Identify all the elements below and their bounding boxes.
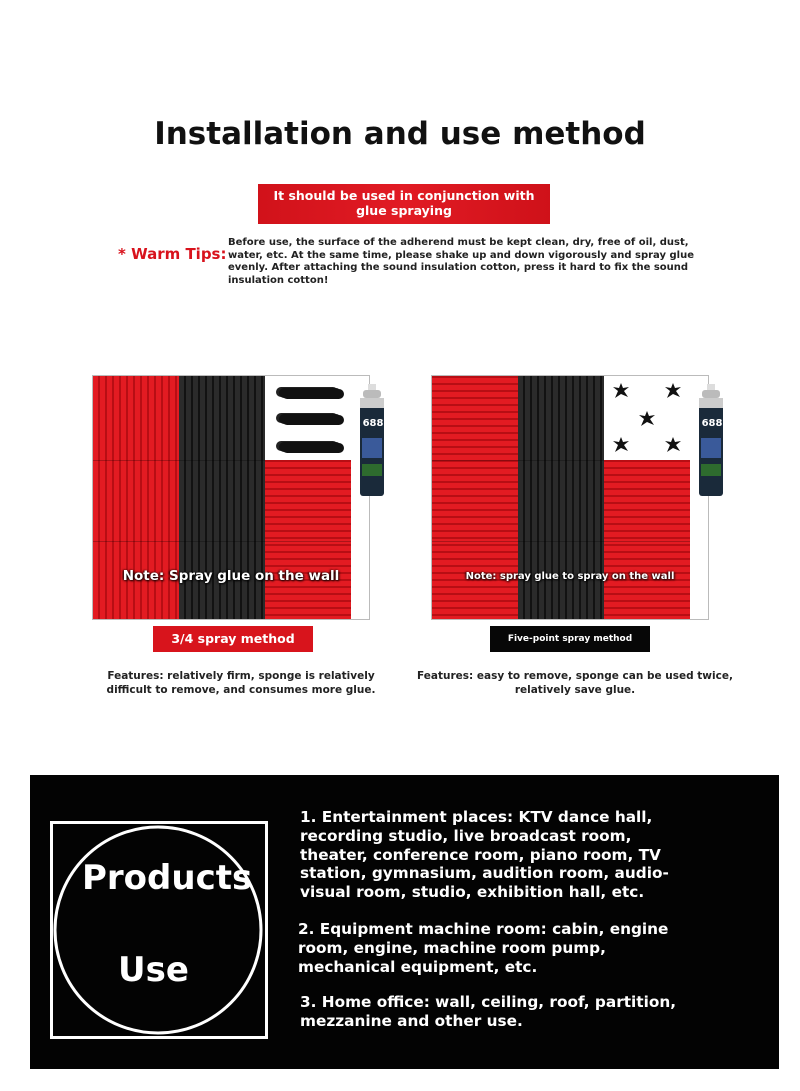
method-label-five-point: Five-point spray method xyxy=(490,626,650,652)
products-use-circle xyxy=(52,824,264,1036)
black-foam-panel xyxy=(518,376,604,620)
spray-note: Note: spray glue to spray on the wall xyxy=(465,571,675,582)
spray-can-icon xyxy=(359,384,385,496)
products-word: Products xyxy=(82,858,253,898)
spray-note: Note: Spray glue on the wall xyxy=(122,568,340,584)
glue-dot-icon xyxy=(638,410,656,428)
glue-dot-icon xyxy=(664,382,682,400)
glue-dot-icon xyxy=(612,436,630,454)
use-item-home-office: 3. Home office: wall, ceiling, roof, partition, mezzanine and other use. xyxy=(300,993,677,1030)
spray-can-icon xyxy=(698,384,724,496)
features-text-34: Features: relatively firm, sponge is relatively difficult to remove, and consumes more glue. xyxy=(106,670,376,696)
use-item-equipment: 2. Equipment machine room: cabin, engine room, engine, machine room pump, mechanical equipment, etc. xyxy=(298,920,669,976)
glue-line xyxy=(279,442,341,452)
glue-line xyxy=(279,388,341,398)
spray-can-label: 688 xyxy=(362,418,384,429)
spray-five-point-illustration xyxy=(431,375,709,620)
glue-dot-icon xyxy=(612,382,630,400)
warm-tips-text: Before use, the surface of the adherend must be kept clean, dry, free of oil, dust, water, etc. At the same time, please shake up and down vigorously and spray glue evenly. After attaching the sound insulation cotton, press it hard to fix the sound insulation cotton! xyxy=(228,237,694,286)
features-text-five-point: Features: easy to remove, sponge can be used twice, relatively save glue. xyxy=(417,670,733,696)
red-foam-panel xyxy=(432,376,518,620)
use-word: Use xyxy=(118,950,189,990)
red-foam-panel-horizontal xyxy=(604,460,690,620)
use-item-entertainment: 1. Entertainment places: KTV dance hall, recording studio, live broadcast room, theater, conference room, piano room, TV station, gymnasium, audition room, audio-visual room, studio, exhibition hall, etc. xyxy=(300,808,669,902)
spray-can-label: 688 xyxy=(701,418,723,429)
glue-line xyxy=(279,414,341,424)
page-title: Installation and use method xyxy=(154,116,646,152)
spray-34-illustration xyxy=(92,375,370,620)
glue-spray-banner: It should be used in conjunction with glue spraying xyxy=(258,184,550,224)
glue-dot-icon xyxy=(664,436,682,454)
warm-tips-label: * Warm Tips: xyxy=(118,245,227,263)
red-foam-panel-horizontal xyxy=(265,460,351,620)
method-label-34: 3/4 spray method xyxy=(153,626,313,652)
